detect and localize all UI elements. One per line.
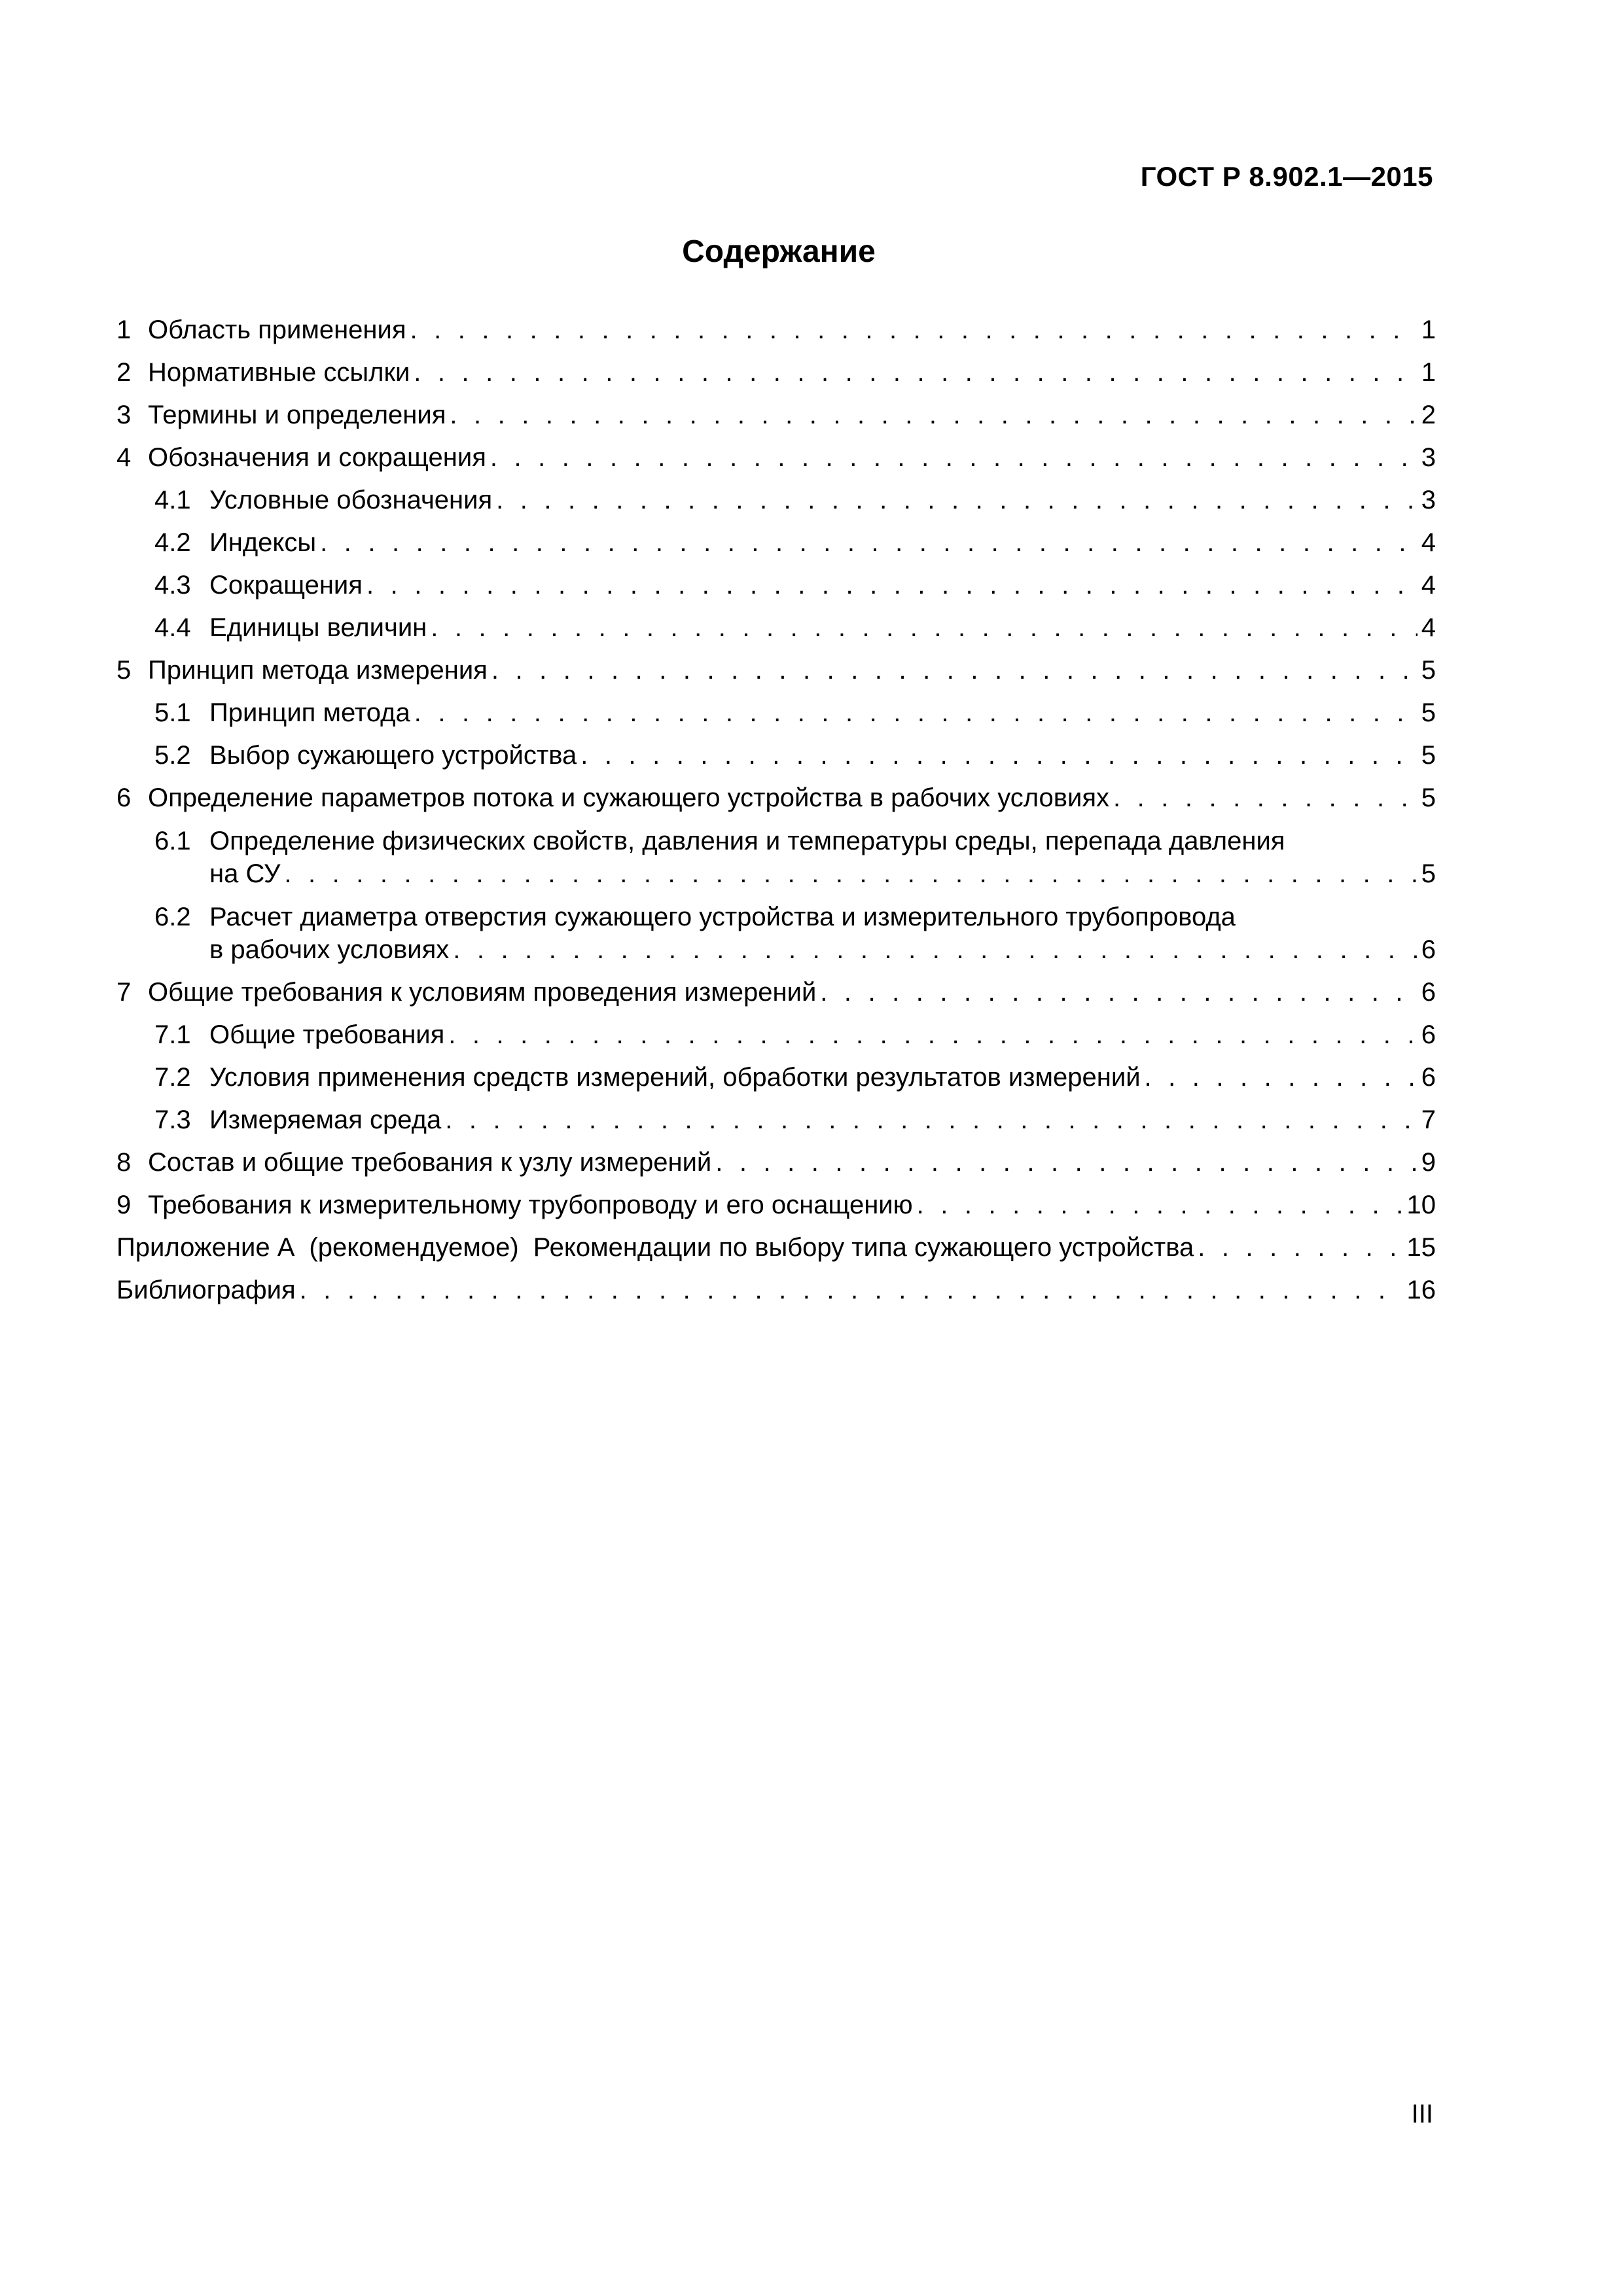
document-id: ГОСТ Р 8.902.1—2015 [1140,161,1433,192]
dot-leader [1113,777,1418,819]
toc-number: 3 [116,401,132,429]
toc-page: 5 [1421,859,1436,888]
dot-leader [450,394,1417,437]
toc-entry-8[interactable] [116,1141,1436,1184]
dot-leader [431,607,1418,649]
toc-entry-6-2[interactable] [116,895,1436,971]
toc-entry-7-2[interactable] [116,1056,1436,1099]
toc-entry-9[interactable] [116,1184,1436,1227]
dot-leader [414,351,1417,394]
toc-text: Единицы величин [209,613,427,642]
toc-page: 3 [1421,486,1436,514]
toc-number: 4.1 [154,486,191,514]
toc-text: Рекомендации по выбору типа сужающего устройства [533,1233,1194,1262]
toc-page: 4 [1421,571,1436,600]
dot-leader [820,971,1417,1014]
toc-number: 5.2 [154,741,191,770]
page-title: Содержание [682,234,876,269]
toc-page: 4 [1421,528,1436,557]
toc-page: 6 [1421,978,1436,1007]
dot-leader [917,1184,1403,1227]
toc-entry-4-2[interactable] [116,522,1436,564]
toc-page: 5 [1421,698,1436,727]
toc-entry-4-4[interactable] [116,607,1436,649]
toc-number: 6 [116,783,132,812]
toc-page: 10 [1406,1191,1436,1219]
toc-text: Измеряемая среда [209,1105,442,1134]
toc-entry-5-1[interactable] [116,692,1436,734]
toc-number: 6.2 [154,903,191,931]
dot-leader [320,522,1418,564]
toc-entry-4-3[interactable] [116,564,1436,607]
toc-text: Нормативные ссылки [148,358,410,387]
toc-number: 5.1 [154,698,191,727]
toc-number: 5 [116,656,132,685]
dot-leader [300,1269,1403,1312]
toc-entry-5-2[interactable] [116,734,1436,777]
toc-text: Общие требования [209,1020,445,1049]
dot-leader [490,437,1418,479]
dot-leader [284,857,1417,890]
toc-text-line2: на СУ [209,859,281,888]
toc-number: 4 [116,443,132,472]
toc-entry-6-1[interactable] [116,819,1436,895]
toc-text: Сокращения [209,571,363,600]
dot-leader [580,734,1418,777]
toc-page: 5 [1421,783,1436,812]
dot-leader [1145,1056,1418,1099]
dot-leader [410,309,1418,351]
toc-text: Индексы [209,528,317,557]
toc-entry-4[interactable] [116,437,1436,479]
toc-page: 6 [1421,935,1436,964]
toc-entry-bibliography[interactable] [116,1269,1436,1312]
toc-page: 4 [1421,613,1436,642]
toc-entry-7[interactable] [116,971,1436,1014]
toc-text: Принцип метода [209,698,410,727]
toc-text-line2: в рабочих условиях [209,935,450,964]
table-of-contents [116,309,1436,1312]
toc-entry-4-1[interactable] [116,479,1436,522]
dot-leader [491,649,1418,692]
dot-leader [366,564,1418,607]
toc-entry-3[interactable] [116,394,1436,437]
toc-text: Требования к измерительному трубопроводу и его оснащению [148,1191,913,1219]
toc-page: 6 [1421,1020,1436,1049]
toc-text: Термины и определения [148,401,446,429]
toc-number: 8 [116,1148,132,1177]
toc-page: 6 [1421,1063,1436,1092]
toc-number: 7 [116,978,132,1007]
dot-leader [445,1099,1417,1141]
toc-page: 1 [1421,358,1436,387]
toc-text-line1: Расчет диаметра отверстия сужающего устройства и измерительного трубопровода [209,903,1236,931]
toc-text-line1: Определение физических свойств, давления и температуры среды, перепада давления [209,827,1285,855]
dot-leader [453,933,1417,966]
toc-number: 2 [116,358,132,387]
toc-entry-1[interactable] [116,309,1436,351]
toc-page: 7 [1421,1105,1436,1134]
page-number: III [1411,2100,1433,2128]
toc-entry-7-3[interactable] [116,1099,1436,1141]
toc-entry-7-1[interactable] [116,1014,1436,1056]
toc-text: Обозначения и сокращения [148,443,486,472]
toc-page: 5 [1421,656,1436,685]
dot-leader [1198,1227,1402,1269]
toc-page: 3 [1421,443,1436,472]
toc-page: 9 [1421,1148,1436,1177]
toc-page: 15 [1406,1233,1436,1262]
toc-number: 7.1 [154,1020,191,1049]
appendix-label: Приложение А [116,1233,295,1262]
toc-number: 7.3 [154,1105,191,1134]
toc-page: 1 [1421,315,1436,344]
dot-leader [414,692,1418,734]
toc-text: Состав и общие требования к узлу измерений [148,1148,712,1177]
dot-leader [496,479,1418,522]
toc-number: 1 [116,315,132,344]
toc-text: Выбор сужающего устройства [209,741,577,770]
toc-number: 6.1 [154,827,191,855]
toc-number: 4.2 [154,528,191,557]
toc-entry-2[interactable] [116,351,1436,394]
dot-leader [715,1141,1417,1184]
toc-number: 4.3 [154,571,191,600]
toc-text: Принцип метода измерения [148,656,488,685]
toc-text: Библиография [116,1276,296,1304]
toc-entry-appendix-a[interactable] [116,1227,1436,1269]
toc-number: 9 [116,1191,132,1219]
toc-text: Определение параметров потока и сужающего устройства в рабочих условиях [148,783,1110,812]
toc-number: 7.2 [154,1063,191,1092]
toc-page: 5 [1421,741,1436,770]
toc-entry-6[interactable] [116,777,1436,819]
toc-text: Условия применения средств измерений, обработки результатов измерений [209,1063,1141,1092]
toc-page: 2 [1421,401,1436,429]
toc-text: Условные обозначения [209,486,493,514]
toc-entry-5[interactable] [116,649,1436,692]
toc-page: 16 [1406,1276,1436,1304]
dot-leader [448,1014,1417,1056]
toc-text: Область применения [148,315,406,344]
toc-number: 4.4 [154,613,191,642]
toc-text: Общие требования к условиям проведения измерений [148,978,817,1007]
appendix-note: (рекомендуемое) [309,1233,519,1262]
